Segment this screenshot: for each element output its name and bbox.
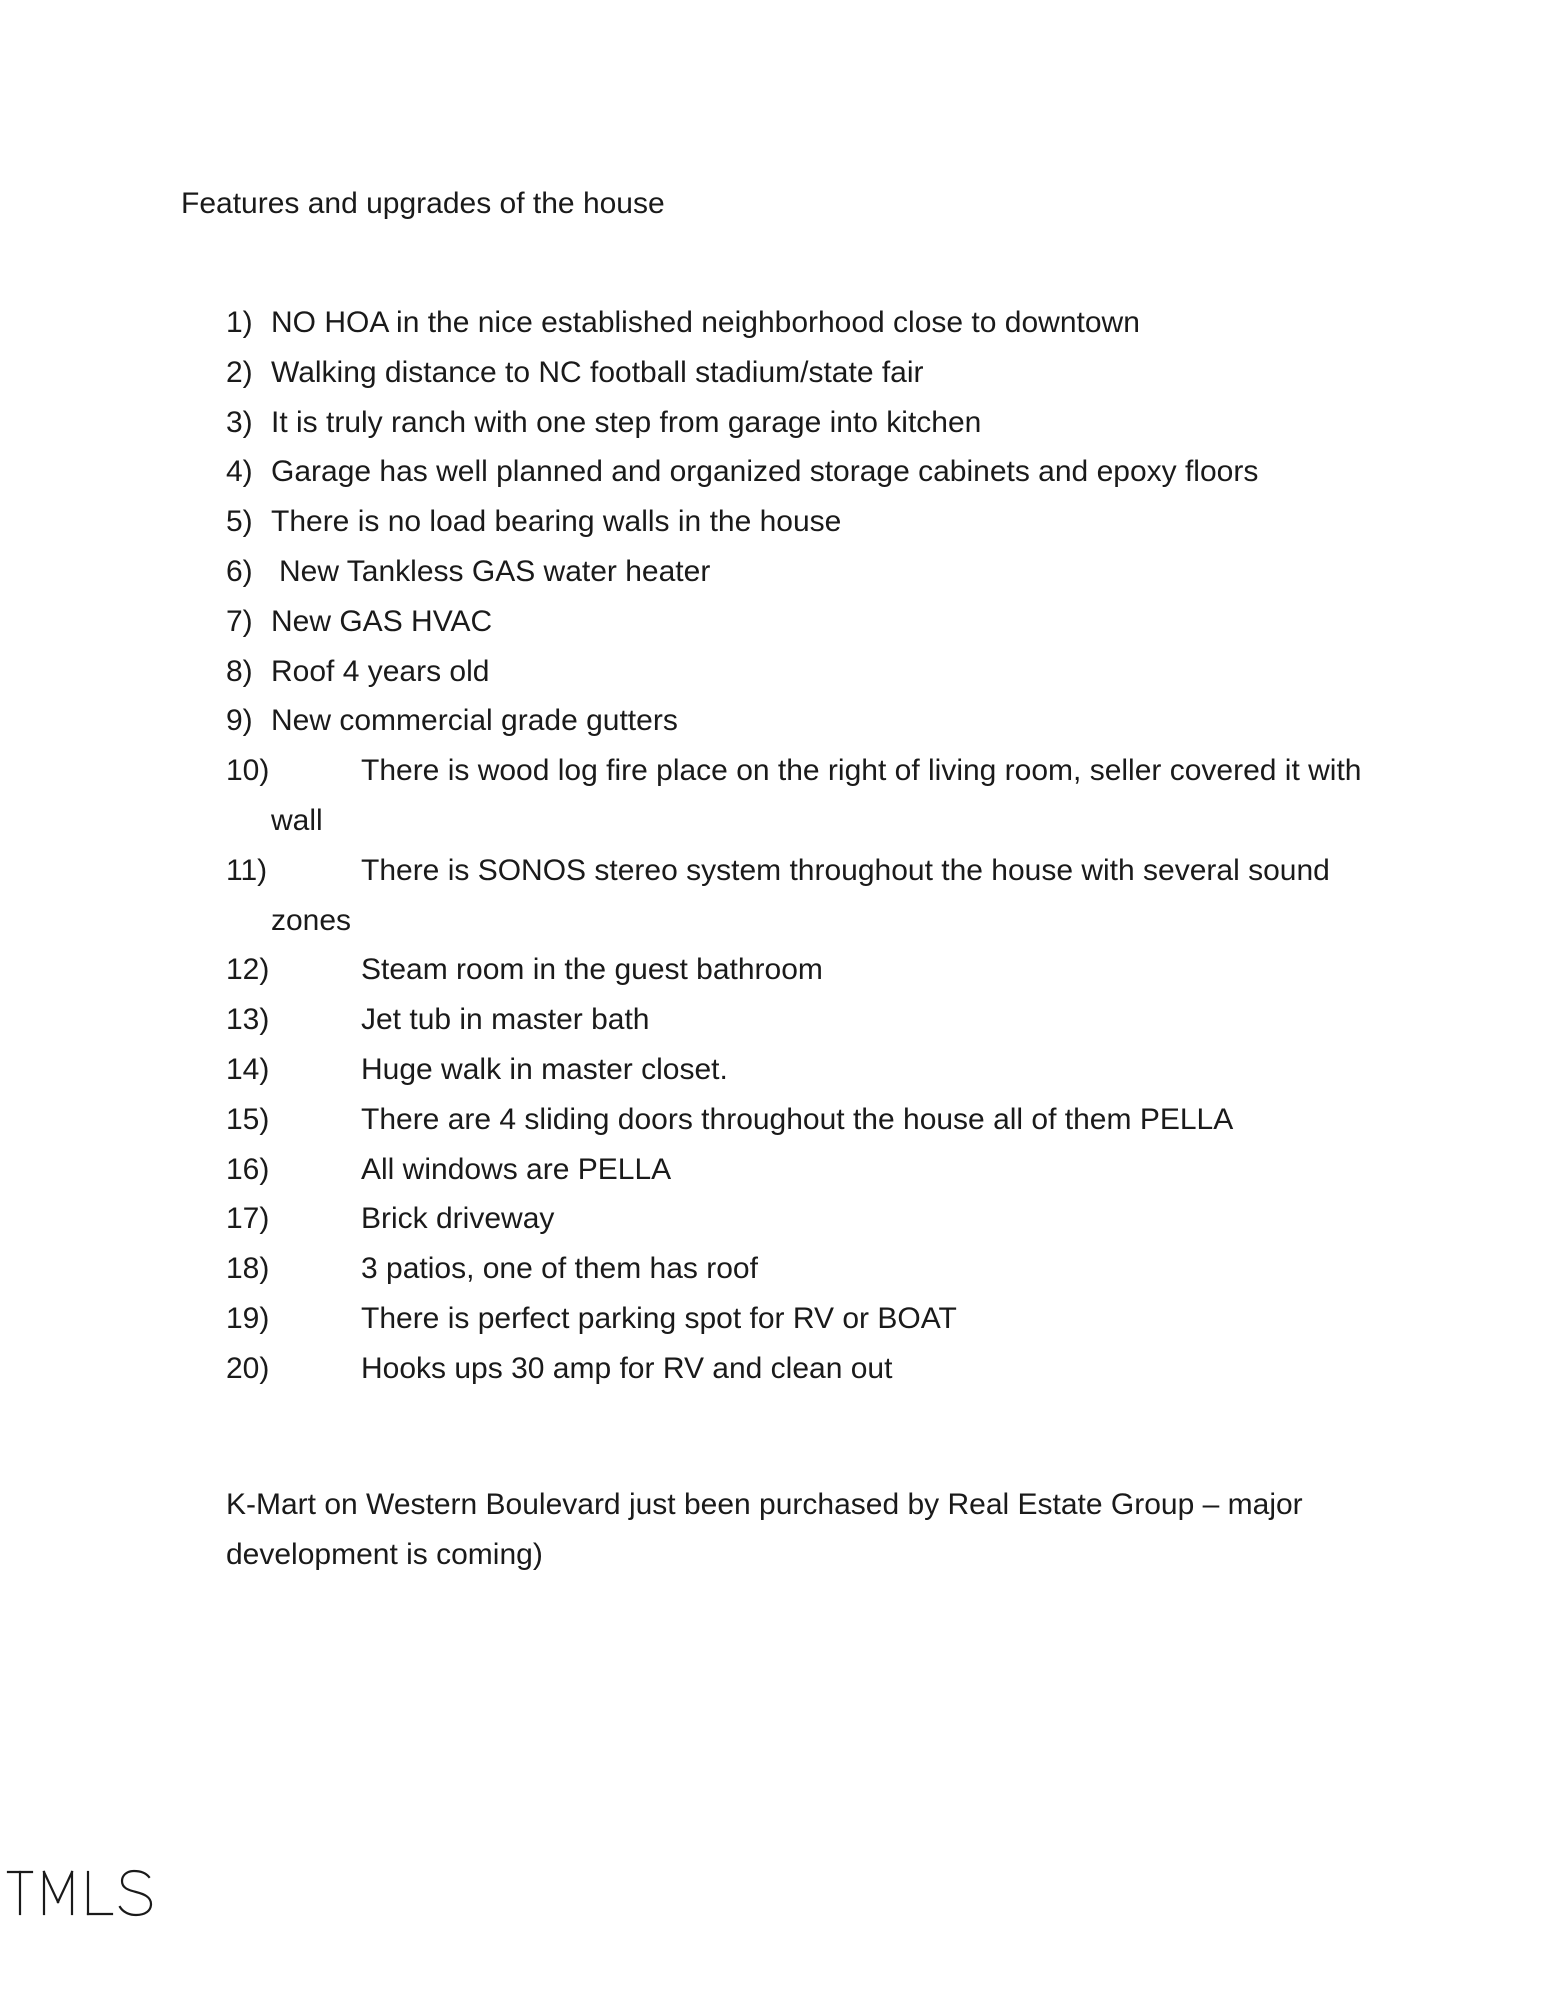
- list-item: [226, 348, 1386, 398]
- list-item-number: 18): [226, 1252, 270, 1286]
- list-item-text: Garage has well planned and organized storage cabinets and epoxy floors: [271, 455, 1259, 489]
- list-item: [226, 995, 1386, 1045]
- list-item: [226, 1294, 1386, 1344]
- list-item-text: Hooks ups 30 amp for RV and clean out: [361, 1351, 893, 1385]
- list-item: [226, 1095, 1386, 1145]
- list-item-number: 10): [226, 754, 270, 788]
- list-item: [226, 1344, 1386, 1394]
- list-item-number: 17): [226, 1202, 270, 1236]
- list-item-number: 1): [226, 306, 253, 339]
- list-item: [226, 597, 1386, 647]
- list-item-text: It is truly ranch with one step from garage into kitchen: [271, 405, 982, 439]
- list-item-text: New Tankless GAS water heater: [279, 554, 711, 588]
- list-item: [226, 647, 1386, 697]
- list-item-text: There is no load bearing walls in the house: [271, 505, 842, 539]
- list-item: [226, 1145, 1386, 1195]
- list-item-number: 3): [226, 405, 253, 439]
- list-item: [226, 696, 1386, 746]
- list-item-text: Jet tub in master bath: [361, 1003, 650, 1037]
- list-item: [226, 1244, 1386, 1294]
- list-item-text: New commercial grade gutters: [271, 704, 678, 738]
- list-item-number: 16): [226, 1152, 270, 1186]
- list-item: [226, 447, 1386, 497]
- list-item-number: 19): [226, 1301, 270, 1335]
- list-item: [226, 298, 1386, 348]
- list-item-number: 2): [226, 355, 253, 389]
- list-item-text: There is wood log fire place on the right of living room, seller covered it with wall: [271, 754, 1362, 837]
- list-item-number: 9): [226, 704, 253, 738]
- list-item-number: 7): [226, 604, 253, 638]
- list-item: [226, 398, 1386, 448]
- list-item-number: 14): [226, 1052, 270, 1086]
- list-item: [226, 945, 1386, 995]
- list-item-number: 13): [226, 1003, 270, 1037]
- features-list: [226, 298, 1386, 1394]
- list-item-text: All windows are PELLA: [361, 1152, 672, 1186]
- list-item-text: There is perfect parking spot for RV or BOAT: [361, 1301, 957, 1335]
- list-item-text: Steam room in the guest bathroom: [361, 953, 823, 987]
- list-item-number: 12): [226, 953, 270, 987]
- list-item: [226, 1045, 1386, 1095]
- list-item-text: There are 4 sliding doors throughout the house all of them PELLA: [361, 1102, 1234, 1136]
- list-item-number: 4): [226, 455, 253, 489]
- list-item-text: NO HOA in the nice established neighborhood close to downtown: [271, 306, 1140, 339]
- list-item-number: 15): [226, 1102, 270, 1136]
- list-item-number: 5): [226, 505, 253, 539]
- list-item-number: 11): [226, 853, 268, 887]
- list-item-text: Walking distance to NC football stadium/state fair: [271, 355, 924, 389]
- document-title: Features and upgrades of the house: [181, 187, 665, 220]
- list-item-text: 3 patios, one of them has roof: [361, 1252, 758, 1286]
- list-item: [226, 746, 1386, 846]
- list-item-text: New GAS HVAC: [271, 604, 493, 638]
- list-item: [226, 497, 1386, 547]
- list-item: [226, 846, 1386, 946]
- list-item-text: Brick driveway: [361, 1202, 555, 1236]
- list-item-text: Huge walk in master closet.: [361, 1052, 728, 1086]
- list-item-text: Roof 4 years old: [271, 654, 490, 688]
- list-item-number: 20): [226, 1351, 270, 1385]
- closing-note: K-Mart on Western Boulevard just been purchased by Real Estate Group – major development is coming): [226, 1488, 1303, 1571]
- list-item-number: 8): [226, 654, 253, 688]
- list-item: [226, 1194, 1386, 1244]
- list-item: [226, 547, 1386, 597]
- tmls-logo: [6, 1862, 156, 1924]
- list-item-number: 6): [226, 554, 253, 588]
- list-item-text: There is SONOS stereo system throughout the house with several sound zones: [271, 853, 1330, 937]
